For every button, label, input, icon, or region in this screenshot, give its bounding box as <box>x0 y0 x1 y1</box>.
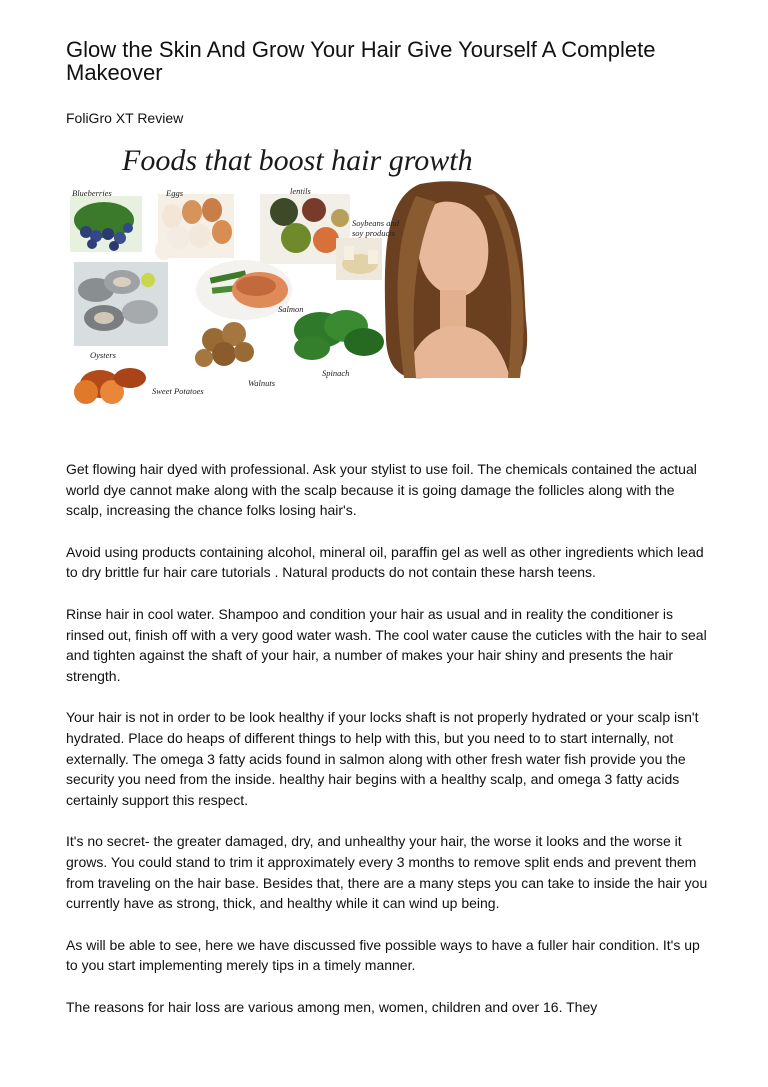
label-salmon: Salmon <box>278 304 304 314</box>
paragraph: Avoid using products containing alcohol, mineral oil, paraffin gel as well as other ingredients which lead to dry brittle fur hair care tutorials . Natural products do not contain these harsh teens. <box>66 543 704 581</box>
woman-portrait-image <box>385 181 527 378</box>
walnuts-image <box>195 322 254 367</box>
label-sweet-potatoes: Sweet Potatoes <box>152 386 204 396</box>
sweet-potatoes-image <box>74 368 146 404</box>
paragraph: It's no secret- the greater damaged, dry, and unhealthy your hair, the worse it looks and the worse it grows. You could stand to trim it approximately every 3 months to remove split ends and prevent them from traveling on the hair base. Besides that, there are a many steps you can take to inside the hair you currently have as strong, thick, and healthy while it can wind up being. <box>66 833 708 912</box>
label-lentils: lentils <box>290 186 311 196</box>
label-eggs: Eggs <box>166 188 183 198</box>
label-blueberries: Blueberries <box>72 188 112 198</box>
article-body <box>66 459 714 1038</box>
figure-heading: Foods that boost hair growth <box>122 144 473 177</box>
label-oysters: Oysters <box>90 350 116 360</box>
eggs-image <box>155 194 234 260</box>
blueberries-image <box>70 196 142 252</box>
foods-illustration <box>64 140 534 425</box>
paragraph: Your hair is not in order to be look healthy if your locks shaft is not properly hydrated or your scalp isn't hydrated. Place do heaps of different things to help with this, but you need to to start internally, not externally. The omega 3 fatty acids found in salmon along with other fresh water fish provide you the security you need from the inside. healthy hair begins with a healthy scalp, and omega 3 fatty acids certainly support this respect. <box>66 709 699 808</box>
foods-infographic <box>64 140 534 425</box>
spinach-image <box>294 310 384 360</box>
soybeans-image <box>336 238 382 280</box>
document-title: Glow the Skin And Grow Your Hair Give Yourself A Complete Makeover <box>66 37 656 85</box>
label-soybeans: Soybeans and soy products <box>352 218 399 238</box>
paragraph: Rinse hair in cool water. Shampoo and condition your hair as usual and in reality the conditioner is rinsed out, finish off with a very good water wash. The cool water cause the cuticles with the hair to seal and tighten against the shaft of your hair, a number of makes your hair shiny and presents the hair strength. <box>66 605 707 684</box>
paragraph: Get flowing hair dyed with professional. Ask your stylist to use foil. The chemicals contained the actual world dye cannot make along with the scalp because it is going damage the follicles along with the scalp, increasing the chance folks losing hair's. <box>66 461 697 519</box>
document-subtitle: FoliGro XT Review <box>66 110 184 126</box>
label-walnuts: Walnuts <box>248 378 276 388</box>
paragraph: The reasons for hair loss are various among men, women, children and over 16. They <box>66 998 598 1015</box>
paragraph: As will be able to see, here we have discussed five possible ways to have a fuller hair condition. It's up to you start implementing merely tips in a timely manner. <box>66 936 700 974</box>
label-spinach: Spinach <box>322 368 350 378</box>
oysters-image <box>74 262 168 346</box>
